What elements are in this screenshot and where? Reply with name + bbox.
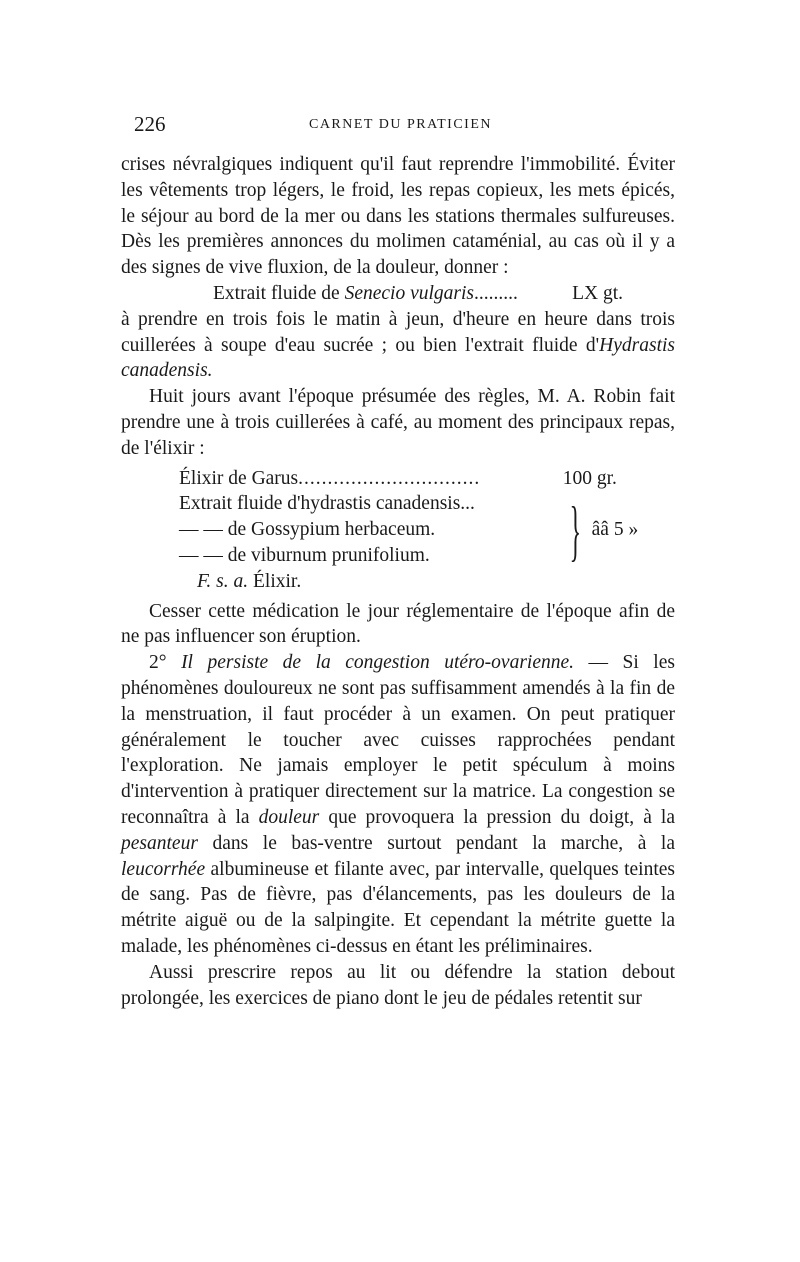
formula-elixir [179,466,675,595]
formula-line-hydrastis: Extrait fluide d'hydrastis canadensis... [179,493,475,515]
page-number: 226 [134,112,166,136]
body-text [121,152,675,1011]
paragraph-6: Aussi prescrire repos au lit ou défendre la station debout prolongée, les exercices de piano dont le jeu de pédales retentit sur [121,961,675,1009]
brace-icon: } [569,492,582,569]
formula-grouped-lines [179,491,675,568]
page-header [134,112,667,142]
formula-line-viburnum: — — de viburnum prunifolium. [179,544,430,566]
paragraph-3: Huit jours avant l'époque présumée des règles, M. A. Robin fait prendre une à trois cuillerées à café, au moment des principaux repas, de l'élixir : [121,386,675,459]
paragraph-1: crises névralgiques indiquent qu'il faut reprendre l'immobilité. Éviter les vêtements trop légers, le froid, les repas copieux, les mets épicés, le séjour au bord de la mer ou dans les stations thermales sulfureuses. Dès les premières annonces du molimen cataménial, au cas où il y a des signes de vive fluxion, de la douleur, donner : [121,154,675,279]
section-heading: Il persiste de la congestion utéro-ovarienne. [181,652,575,674]
formula-senecio [213,281,623,307]
formula-line-garus: Élixir de Garus ............................... 100 gr. [179,466,639,492]
paragraph-5: 2° Il persiste de la congestion utéro-ovarienne. — Si les phénomènes douloureux ne sont pas suffisamment amendés à la fin de la menstruation, il faut procéder à un examen. On peut pratiquer généralement le toucher avec cuisses rapprochées pendant l'exploration. Ne jamais employer le petit spéculum à moins d'intervention à pratiquer directement sur la matrice. La congestion se reconnaîtra à la douleur que provoquera la pression du doigt, à la pesanteur dans le bas-ventre surtout pendant la marche, à la leucorrhée albumineuse et filante avec, par intervalle, quelques teintes de sang. Pas de fièvre, pas d'élancements, pas les douleurs de la métrite aiguë ou de la salpingite. Et cependant la métrite guette la malade, les phénomènes ci-dessus en étant les préliminaires. [121,652,675,957]
formula-fsa: F. s. a. Élixir. [197,570,302,592]
formula-senecio-name: Extrait fluide de Senecio vulgaris......... [213,282,518,304]
paragraph-2: à prendre en trois fois le matin à jeun, d'heure en heure dans trois cuillerées à soupe d'eau sucrée ; ou bien l'extrait fluide d'Hydrastis canadensis. [121,308,675,382]
paragraph-4: Cesser cette médication le jour réglementaire de l'époque afin de ne pas influencer son éruption. [121,600,675,648]
formula-quantity-group: ââ 5 » [591,519,639,541]
running-title: CARNET DU PRATICIEN [308,117,493,132]
formula-senecio-quantity: LX gt. [572,282,623,304]
formula-line-gossypium: — — de Gossypium herbaceum. [179,519,436,541]
formula-quantity-garus: 100 gr. [562,467,617,489]
